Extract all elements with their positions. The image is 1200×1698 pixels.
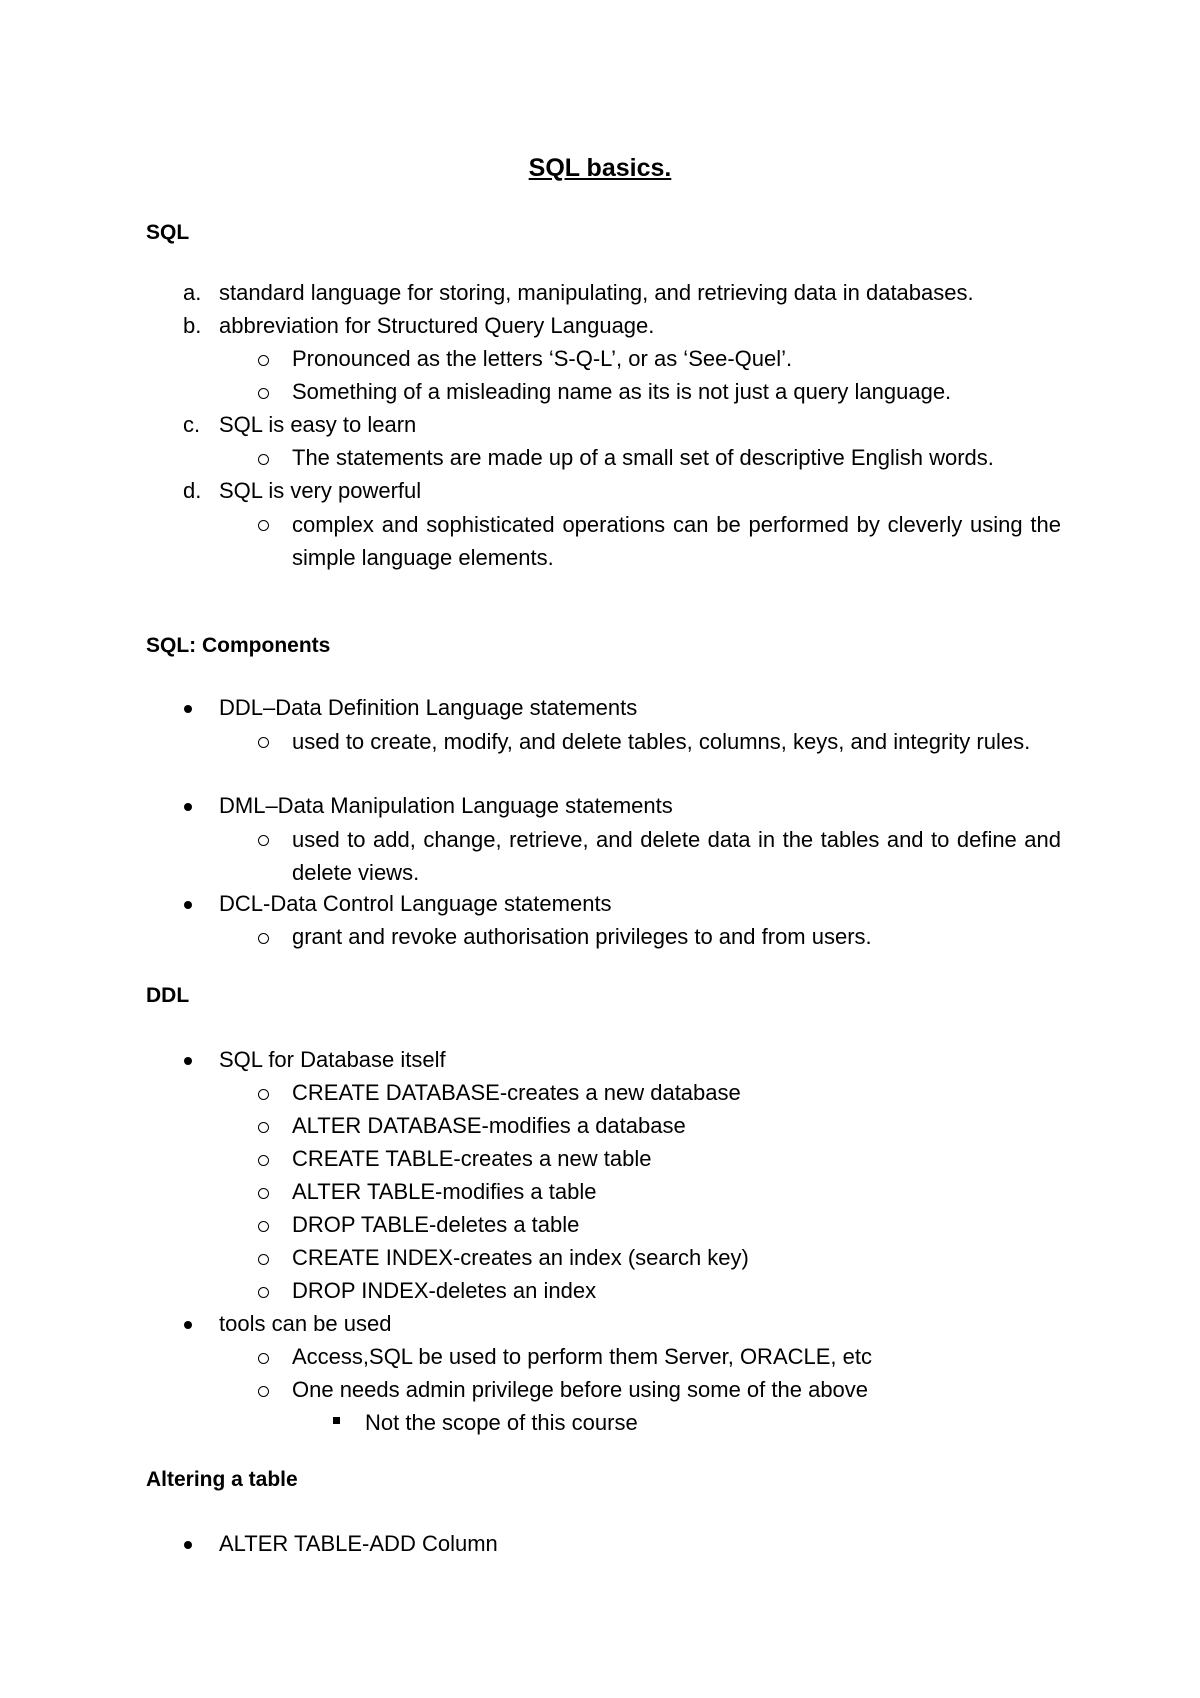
hollow-bullet-icon (258, 835, 269, 846)
sub-item-b2: Something of a misleading name as its is not just a query language. (292, 379, 952, 404)
sub-item-b1: Pronounced as the letters ‘S-Q-L’, or as ‘See-Quel’. (292, 346, 793, 371)
square-bullet-icon (333, 1417, 340, 1424)
list-item-a: standard language for storing, manipulating, and retrieving data in databases. (219, 280, 974, 305)
hollow-bullet-icon (258, 1254, 269, 1265)
page-title: SQL basics. (528, 154, 672, 182)
ddl-item-database: SQL for Database itself (219, 1047, 446, 1072)
hollow-bullet-icon (258, 355, 269, 366)
ddl-sub-4: ALTER TABLE-modifies a table (292, 1179, 597, 1204)
list-marker-b: b. (183, 313, 202, 338)
ddl-sub-2: ALTER DATABASE-modifies a database (292, 1113, 686, 1138)
components-sub-ddl: used to create, modify, and delete tables, columns, keys, and integrity rules. (292, 729, 1031, 754)
hollow-bullet-icon (258, 1122, 269, 1133)
section-heading-components: SQL: Components (146, 634, 331, 657)
hollow-bullet-icon (258, 1155, 269, 1166)
sub-item-d1: complex and sophisticated operations can be performed by cleverly using the simple language elements. (292, 512, 1061, 570)
ddl-sub-7: DROP INDEX-deletes an index (292, 1278, 597, 1303)
bullet-icon (184, 705, 192, 713)
ddl-sub-6: CREATE INDEX-creates an index (search key) (292, 1245, 749, 1270)
list-item-b: abbreviation for Structured Query Language. (219, 313, 655, 338)
hollow-bullet-icon (258, 1353, 269, 1364)
components-sub-dcl: grant and revoke authorisation privileges to and from users. (292, 924, 872, 949)
tools-sub-1: Access,SQL be used to perform them Server, ORACLE, etc (292, 1344, 872, 1369)
section-heading-ddl: DDL (146, 984, 190, 1007)
section-heading-sql: SQL (146, 221, 190, 244)
hollow-bullet-icon (258, 1188, 269, 1199)
bullet-icon (184, 901, 192, 909)
components-sub-dml: used to add, change, retrieve, and delete data in the tables and to define and delete views. (292, 827, 1061, 885)
hollow-bullet-icon (258, 1386, 269, 1397)
ddl-item-tools: tools can be used (219, 1311, 392, 1336)
hollow-bullet-icon (258, 1287, 269, 1298)
list-marker-a: a. (183, 280, 202, 305)
ddl-sub-1: CREATE DATABASE-creates a new database (292, 1080, 741, 1105)
bullet-icon (184, 803, 192, 811)
components-item-dml: DML–Data Manipulation Language statements (219, 793, 673, 818)
bullet-icon (184, 1321, 192, 1329)
components-item-dcl: DCL-Data Control Language statements (219, 891, 612, 916)
hollow-bullet-icon (258, 388, 269, 399)
bullet-icon (184, 1541, 192, 1549)
section-heading-altering: Altering a table (146, 1468, 298, 1491)
hollow-bullet-icon (258, 737, 269, 748)
components-item-ddl: DDL–Data Definition Language statements (219, 695, 638, 720)
ddl-sub-5: DROP TABLE-deletes a table (292, 1212, 580, 1237)
tools-sub-2: One needs admin privilege before using some of the above (292, 1377, 869, 1402)
hollow-bullet-icon (258, 1089, 269, 1100)
hollow-bullet-icon (258, 520, 269, 531)
bullet-icon (184, 1057, 192, 1065)
hollow-bullet-icon (258, 454, 269, 465)
hollow-bullet-icon (258, 933, 269, 944)
list-item-d: SQL is very powerful (219, 478, 422, 503)
alter-item-add-column: ALTER TABLE-ADD Column (219, 1531, 498, 1556)
list-item-c: SQL is easy to learn (219, 412, 417, 437)
hollow-bullet-icon (258, 1221, 269, 1232)
list-marker-d: d. (183, 478, 202, 503)
list-marker-c: c. (183, 412, 201, 437)
tools-subsub-1: Not the scope of this course (365, 1410, 638, 1435)
sub-item-c1: The statements are made up of a small set of descriptive English words. (292, 445, 994, 470)
ddl-sub-3: CREATE TABLE-creates a new table (292, 1146, 652, 1171)
